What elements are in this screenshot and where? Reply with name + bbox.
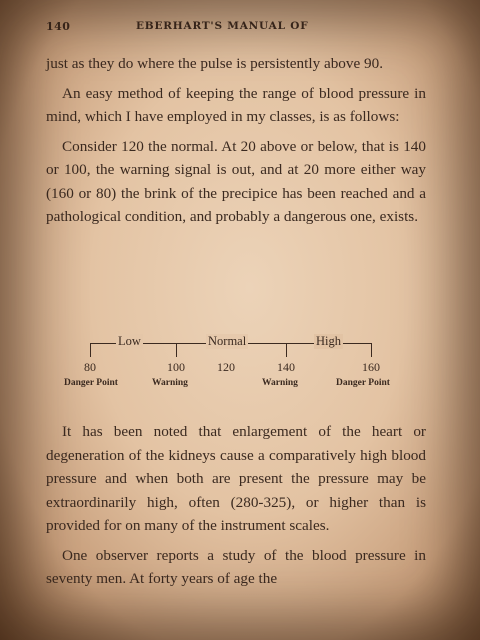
scale-tick-160: [371, 343, 372, 357]
zone-label-low: Low: [118, 334, 141, 348]
running-head: EBERHART'S MANUAL OF: [136, 20, 309, 32]
page-header: [46, 18, 432, 38]
caption-danger-point-high: Danger Point: [336, 378, 390, 388]
paragraph-method: An easy method of keeping the range of blood pressure in mind, which I have employed in my classes, is as follows:: [46, 84, 426, 125]
scale-tick-140: [286, 343, 287, 357]
caption-warning-high: Warning: [262, 378, 298, 388]
page-number: 140: [46, 20, 71, 33]
scale-tick-80: [90, 343, 91, 357]
scale-tick-100: [176, 343, 177, 357]
zone-label-normal: Normal: [208, 334, 247, 348]
body-text-top: [46, 52, 426, 235]
caption-danger-point-low: Danger Point: [64, 378, 118, 388]
paragraph-normal: Consider 120 the normal. At 20 above or below, that is 140 or 100, the warning signal is out, and at 20 more either way (160 or 80) the brink of the precipice has been reached and a pathological condition, and probably a dangerous one, exists.: [46, 137, 426, 225]
value-160: 160: [362, 360, 380, 374]
blood-pressure-scale-diagram: [60, 330, 430, 400]
value-100: 100: [167, 360, 185, 374]
paragraph-enlargement: It has been noted that enlargement of the heart or degeneration of the kidneys cause a comparatively high blood pressure and when both are present the pressure may be extraordinarily high, often (280-325), or higher than is provided for on many of the instrument scales.: [46, 423, 426, 534]
caption-warning-low: Warning: [152, 378, 188, 388]
zone-label-high: High: [316, 334, 341, 348]
value-120: 120: [217, 360, 235, 374]
paragraph-continuation: just as they do where the pulse is persistently above 90.: [46, 55, 384, 72]
value-140: 140: [277, 360, 295, 374]
paragraph-observer: One observer reports a study of the blood pressure in seventy men. At forty years of age the: [46, 546, 426, 587]
value-80: 80: [84, 360, 96, 374]
body-text-bottom: [46, 420, 426, 597]
